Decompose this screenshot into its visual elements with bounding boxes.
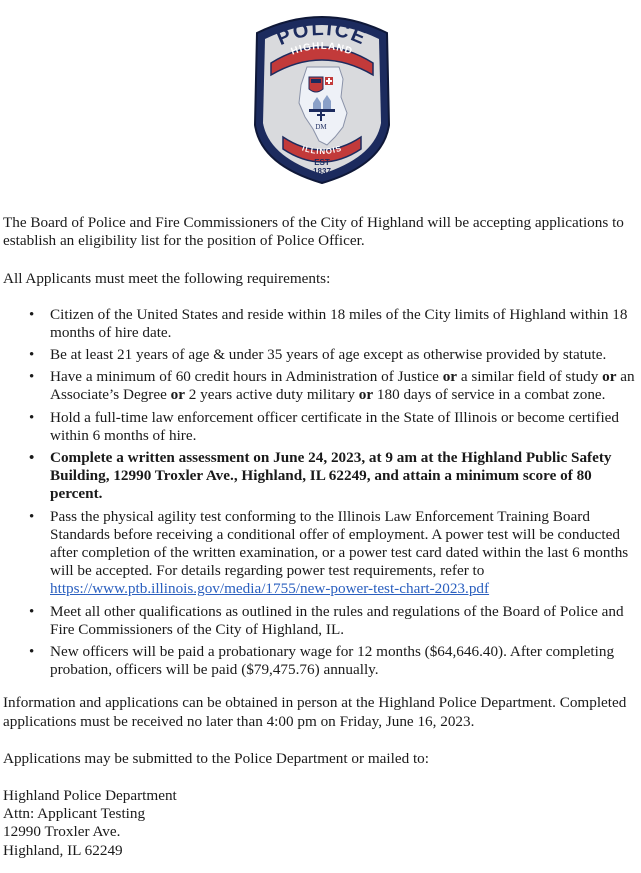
requirement-text-part: an Associate’s Degree <box>50 368 635 404</box>
bullet-icon: • <box>29 644 35 661</box>
requirement-text-part: 2 years active duty military <box>184 386 359 404</box>
bullet-icon: • <box>29 409 35 426</box>
requirement-text: Pass the physical agility test conforming to the Illinois Law Enforcement Training Board Standards before receiving a conditional offer of employment. A power test will be conducted after completion of the written examination, or a power test card dated within the last 6 months will be accepted. For details regarding power test requirements, refer to <box>50 507 629 580</box>
bullet-icon: • <box>29 306 35 323</box>
requirement-item-education <box>3 368 635 404</box>
requirement-text: Citizen of the United States and reside within 18 miles of the City limits of Highland within 18 months of hire date. <box>50 305 628 341</box>
requirement-item-certificate <box>3 409 635 445</box>
requirement-item-wage <box>3 643 635 679</box>
requirement-item-written-assessment <box>3 449 635 504</box>
bullet-icon: • <box>29 450 35 467</box>
requirement-item-citizenship <box>3 306 635 342</box>
or-emphasis: or <box>602 368 617 386</box>
requirement-text: Hold a full-time law enforcement officer certificate in the State of Illinois or become certified within 6 months of hire. <box>50 408 620 444</box>
bullet-icon: • <box>29 347 35 364</box>
police-badge-logo <box>243 5 401 185</box>
requirement-item-age <box>3 346 635 364</box>
info-paragraph: Information and applications can be obtained in person at the Highland Police Department. Completed applications must be received no later than 4:00 pm on Friday, June 16, 2023. <box>3 694 627 730</box>
intro-paragraph: The Board of Police and Fire Commissioners of the City of Highland will be accepting applications to establish an eligibility list for the position of Police Officer. <box>3 214 624 250</box>
or-emphasis: or <box>170 386 185 404</box>
bullet-icon: • <box>29 603 35 620</box>
badge-banner-top: HIGHLAND <box>289 40 355 58</box>
or-emphasis: or <box>358 386 374 404</box>
mailing-address <box>3 787 635 860</box>
requirements-list <box>3 306 635 680</box>
address-line: Highland, IL 62249 <box>3 841 123 859</box>
requirements-heading: All Applicants must meet the following requirements: <box>3 270 331 288</box>
requirement-text-part: Have a minimum of 60 credit hours in Administration of Justice <box>50 368 443 386</box>
requirement-text: Meet all other qualifications as outlined in the rules and regulations of the Board of Police and Fire Commissioners of the City of Highland, IL. <box>50 602 624 638</box>
requirement-text: Complete a written assessment on June 24, 2023, at 9 am at the Highland Public Safety Building, 12990 Troxler Ave., Highland, IL 62249, and attain a minimum score of 80 percent. <box>50 449 612 503</box>
or-emphasis: or <box>442 368 458 386</box>
requirement-item-qualifications <box>3 603 635 639</box>
address-line: Highland Police Department <box>3 787 177 805</box>
badge-banner-bottom: ILLINOIS <box>300 143 344 157</box>
badge-graphic <box>243 5 401 185</box>
address-line: 12990 Troxler Ave. <box>3 823 121 841</box>
bullet-icon: • <box>29 508 35 525</box>
requirement-text: Be at least 21 years of age & under 35 years of age except as otherwise provided by statute. <box>50 346 607 364</box>
requirement-item-physical-agility <box>3 508 635 599</box>
badge-est-year: 1837 <box>313 167 331 176</box>
badge-top-text: POLICE <box>273 17 371 50</box>
badge-est-label: EST <box>314 158 330 167</box>
bullet-icon: • <box>29 369 35 386</box>
badge-monogram: DM <box>315 123 327 131</box>
requirement-text: New officers will be paid a probationary wage for 12 months ($64,646.40). After completing probation, officers will be paid ($79,475.76) annually. <box>50 643 615 679</box>
document-body <box>3 214 635 860</box>
requirement-text-part: a similar field of study <box>457 368 603 386</box>
power-test-link[interactable]: https://www.ptb.illinois.gov/media/1755/new-power-test-chart-2023.pdf <box>50 580 490 598</box>
submission-paragraph: Applications may be submitted to the Police Department or mailed to: <box>3 749 429 767</box>
address-line: Attn: Applicant Testing <box>3 805 146 823</box>
requirement-text-part: 180 days of service in a combat zone. <box>373 386 606 404</box>
